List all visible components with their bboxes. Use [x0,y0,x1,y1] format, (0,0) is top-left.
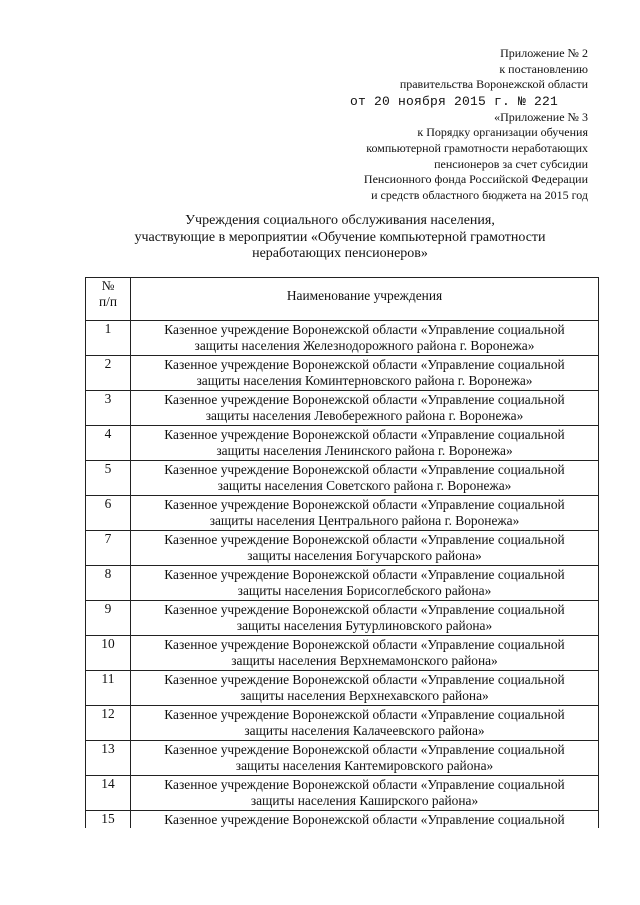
institution-name-line: защиты населения Верхнехавского района» [240,688,489,703]
table-row [86,776,599,811]
row-number: 3 [86,391,131,426]
header-line: к постановлению [499,61,588,76]
institution-name [131,671,599,706]
institution-name-line: Казенное учреждение Воронежской области «Управление социальной [164,392,565,407]
title-line: участвующие в мероприятии «Обучение компьютерной грамотности [134,229,546,245]
institution-name-line: защиты населения Железнодорожного района г. Воронежа» [194,338,535,353]
institutions-table [85,277,599,828]
row-number: 14 [86,776,131,811]
appendix-header [288,46,588,203]
row-number: 9 [86,601,131,636]
header-line: Пенсионного фонда Российской Федерации [363,172,588,187]
table-row [86,741,599,776]
institution-name-line: защиты населения Коминтерновского района г. Воронежа» [196,373,533,388]
institution-name-line: защиты населения Верхнемамонского района» [231,653,498,668]
institution-name [131,741,599,776]
institution-name-line: Казенное учреждение Воронежской области «Управление социальной [164,462,565,477]
institution-name [131,776,599,811]
institution-name-line: защиты населения Богучарского района» [247,548,482,563]
table-row [86,636,599,671]
institution-name-line: Казенное учреждение Воронежской области «Управление социальной [164,602,565,617]
table-row [86,671,599,706]
institution-name-line: Казенное учреждение Воронежской области «Управление социальной [164,357,565,372]
table-row [86,566,599,601]
institution-name [131,811,599,829]
table-row [86,601,599,636]
institution-name [131,391,599,426]
table-row [86,321,599,356]
institution-name-line: защиты населения Борисоглебского района» [237,583,492,598]
header-line: и средств областного бюджета на 2015 год [371,187,588,202]
decree-date-stamp: от 20 ноября 2015 г. № 221 [349,93,558,109]
header-line: Приложение № 2 [500,46,588,60]
table-row [86,811,599,829]
column-header-number [86,278,131,321]
institution-name [131,636,599,671]
institution-name-line: защиты населения Каширского района» [250,793,479,808]
institution-name-line: защиты населения Калачеевского района» [244,723,485,738]
row-number: 2 [86,356,131,391]
institution-name [131,426,599,461]
title-line: Учреждения социального обслуживания населения, [185,213,495,228]
institution-name-line: Казенное учреждение Воронежской области «Управление социальной [164,322,565,337]
institution-name-line: Казенное учреждение Воронежской области «Управление социальной [164,637,565,652]
institution-name [131,496,599,531]
institution-name-line: Казенное учреждение Воронежской области «Управление социальной [164,742,565,757]
institution-name [131,601,599,636]
table-row [86,531,599,566]
institution-name-line: защиты населения Советского района г. Воронежа» [217,478,512,493]
header-line: пенсионеров за счет субсидии [434,156,588,171]
row-number: 11 [86,671,131,706]
title-line: неработающих пенсионеров» [252,246,428,261]
institution-name-line: Казенное учреждение Воронежской области «Управление социальной [164,672,565,687]
row-number: 13 [86,741,131,776]
institution-name-line: защиты населения Центрального района г. Воронежа» [209,513,520,528]
row-number: 1 [86,321,131,356]
row-number: 10 [86,636,131,671]
institution-name-line: защиты населения Ленинского района г. Воронежа» [216,443,513,458]
row-number: 7 [86,531,131,566]
institution-name [131,566,599,601]
header-line: компьютерной грамотности неработающих [366,140,588,155]
header-line: правительства Воронежской области [399,77,588,92]
row-number: 8 [86,566,131,601]
institution-name-line: защиты населения Бутурлиновского района» [236,618,493,633]
header-line: к Порядку организации обучения [417,125,588,140]
institution-name-line: Казенное учреждение Воронежской области «Управление социальной [164,427,565,442]
institution-name [131,531,599,566]
column-header-number-abbr: п/п [98,294,118,309]
row-number: 4 [86,426,131,461]
institution-name-line: Казенное учреждение Воронежской области «Управление социальной [164,497,565,512]
row-number: 5 [86,461,131,496]
table-row [86,461,599,496]
institution-name [131,461,599,496]
column-header-number-symbol: № [101,278,115,293]
document-title [80,213,600,263]
table-row [86,356,599,391]
institution-name-line: защиты населения Кантемировского района» [235,758,494,773]
row-number: 12 [86,706,131,741]
institution-name [131,706,599,741]
institution-name-line: Казенное учреждение Воронежской области «Управление социальной [164,777,565,792]
row-number: 6 [86,496,131,531]
institution-name-line: Казенное учреждение Воронежской области «Управление социальной [164,567,565,582]
institution-name [131,321,599,356]
table-row [86,391,599,426]
institution-name-line: Казенное учреждение Воронежской области «Управление социальной [164,707,565,722]
table-row [86,426,599,461]
institution-name-line: Казенное учреждение Воронежской области «Управление социальной [164,532,565,547]
column-header-name: Наименование учреждения [131,278,599,321]
row-number: 15 [86,811,131,829]
institution-name-line: защиты населения Левобережного района г. Воронежа» [205,408,524,423]
table-row [86,496,599,531]
table-header-row [86,278,599,321]
institution-name [131,356,599,391]
table-row [86,706,599,741]
table-body [86,321,599,829]
header-line: «Приложение № 3 [494,109,588,124]
institution-name-line: Казенное учреждение Воронежской области «Управление социальной [164,812,565,827]
